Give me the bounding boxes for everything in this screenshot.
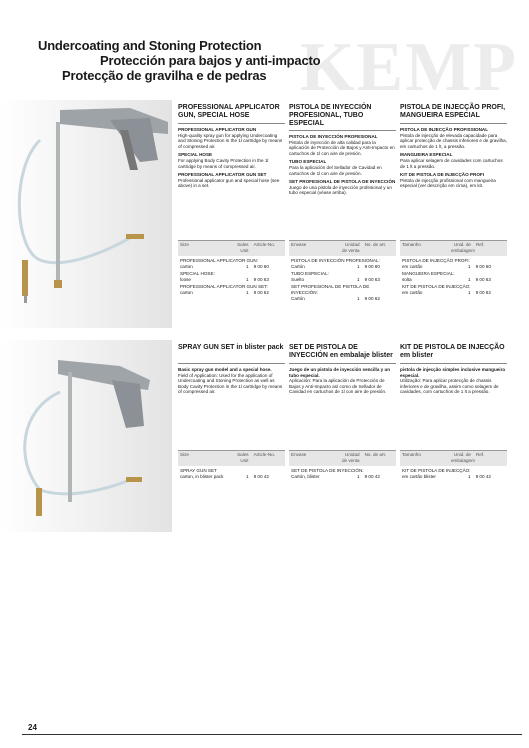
table-row	[178, 474, 285, 480]
order-table	[178, 450, 522, 479]
product-text: Field of Application: Used for the application of Undercoating and Stoning Protection as well as Body Cavity Protection in the 1l cartridge by means of compressed air.	[178, 372, 283, 395]
cell-article: 9 00 62	[475, 289, 491, 295]
header-article: Article-No.	[253, 242, 276, 247]
header-size: Size	[180, 452, 189, 457]
row-label: SPRAY GUN SET	[180, 468, 217, 473]
table-row	[400, 277, 507, 283]
row-label: SET DE PISTOLA DE INYECCIÓN:	[291, 468, 364, 473]
section-spray-gun-set	[178, 344, 522, 479]
product-summary: Juego de un pistola de inyección sencilla y un tubo especial.	[289, 367, 391, 378]
cell-article: 9 00 62	[364, 295, 380, 301]
title-portuguese: Protecção de gravilha e de pedras	[62, 68, 267, 83]
order-table-english	[178, 240, 285, 301]
column-heading: PISTOLA DE INYECCIÓN PROFESIONAL, TUBO ESPECIAL	[289, 104, 396, 131]
title-english: Undercoating and Stoning Protection	[38, 38, 262, 53]
professional-gun-photo	[0, 100, 172, 328]
cell-size: carton	[180, 289, 193, 295]
product-label: PROFESSIONAL APPLICATOR GUN SET	[178, 172, 267, 178]
cell-unit: 1	[468, 289, 471, 295]
title-spanish: Protección para bajos y anti-impacto	[100, 53, 321, 68]
row-label: TUBO ESPECIAL:	[291, 271, 329, 277]
header-article: No. de art.	[364, 242, 387, 247]
cell-size: Cartón, blister	[291, 473, 320, 479]
cell-unit: 1	[468, 473, 471, 479]
cell-article: 9 00 42	[475, 473, 491, 479]
header-size: Envase	[291, 242, 307, 247]
table-row	[289, 277, 396, 283]
column-portuguese	[400, 344, 507, 395]
header-unit: Unidad de venta	[341, 452, 360, 463]
table-row	[178, 290, 285, 296]
product-label: SPECIAL HOSE	[178, 152, 213, 158]
order-table-spanish	[289, 240, 396, 301]
product-text: High-quality spray gun for applying Undercoating and Stoning Protection in the 1l cartridge by means of compressed air.	[178, 132, 283, 149]
cell-article: 9 00 63	[475, 276, 491, 282]
product-label: MANGUEIRA ESPECIAL	[400, 152, 453, 158]
product-text: Pistola de injecção profissional com mangueira especial (ver descrição em cima), em kit.	[400, 177, 496, 189]
cell-unit: 1	[357, 473, 360, 479]
product-label: TUBO ESPECIAL	[289, 159, 327, 165]
spray-gun-set-photo	[0, 340, 172, 532]
header-size: Envase	[291, 452, 307, 457]
header-unit: Sales Unit	[237, 452, 249, 463]
cell-unit: 1	[246, 473, 249, 479]
header-unit: Sales Unit	[237, 242, 249, 253]
section-professional-gun	[178, 104, 522, 301]
product-label: PISTOLA DE INJECÇÃO PROFISSIONAL	[400, 127, 489, 132]
row-label: SET PROFESIONAL DE PISTOLA DE INYECCIÓN:	[291, 284, 370, 295]
product-text: Aplicación: Para la aplicación de Protección de Bajos y Anti-Impacto así como de Sellador de Cavidad en cartuchos de 1l con aire de presión.	[289, 378, 387, 395]
table-header	[400, 240, 507, 256]
footer-divider	[22, 734, 522, 735]
product-label: PISTOLA DE INYECCIÓN PROFESIONAL	[289, 134, 378, 139]
cell-unit: 1	[357, 263, 360, 269]
cell-article: 9 00 60	[475, 263, 491, 269]
product-summary: pistola de injecção simples inclusive mangueira especial.	[400, 367, 505, 378]
column-heading: SPRAY GUN SET in blister pack	[178, 344, 285, 364]
cell-article: 9 00 60	[253, 263, 269, 269]
table-row	[400, 264, 507, 270]
cell-article: 9 00 42	[253, 473, 269, 479]
order-table-english	[178, 450, 285, 479]
product-text: Professional applicator gun and special hose (see above) in a set.	[178, 177, 280, 189]
header-size: Tamanho	[402, 242, 421, 247]
brand-watermark: KEMP	[300, 29, 518, 106]
column-english	[178, 344, 285, 395]
order-table-spanish	[289, 450, 396, 479]
product-text: Para la aplicación del Sellador de Cavidad en cartuchos de 1l con aire de presión.	[289, 164, 382, 176]
table-row	[178, 264, 285, 270]
cell-unit: 1	[468, 276, 471, 282]
table-header	[178, 240, 285, 256]
column-heading: KIT DE PISTOLA DE INJECÇÃO em blister	[400, 344, 507, 364]
cell-size: em cartão blister	[402, 473, 436, 479]
header-unit: Unidad de venta	[341, 242, 360, 253]
product-text: Utilização: Para aplicar protecção de chassis inferiores e de gravilha, assim como selagem de cavidades, com cartuchos de 1 lt a pressão.	[400, 378, 499, 395]
product-label: KIT DE PISTOLA DE INJECÇÃO PROFI	[400, 172, 484, 178]
product-text: Juego de una pistola de inyección profesional y un tubo especial (véase arriba).	[289, 184, 392, 196]
column-heading: PISTOLA DE INJECÇÃO PROFI, MANGUEIRA ESPECIAL	[400, 104, 507, 124]
order-table-portuguese	[400, 240, 507, 301]
header-article: Ref.	[475, 242, 485, 247]
cell-size: carton	[180, 263, 193, 269]
header-unit: Unid. de embalagem	[450, 452, 475, 463]
cell-article: 9 00 63	[364, 276, 380, 282]
cell-size: Cartón	[291, 295, 305, 301]
row-label: PISTOLA DE INJECÇÃO PROFI:	[402, 258, 470, 263]
order-table	[178, 240, 522, 301]
header-article: Article-No.	[253, 452, 276, 457]
row-label: PROFESSIONAL APPLICATOR GUN:	[180, 258, 259, 263]
header-article: No. de art.	[364, 452, 387, 457]
table-row	[178, 277, 285, 283]
column-spanish	[289, 344, 396, 395]
cell-unit: 1	[357, 295, 360, 301]
cell-unit: 1	[246, 276, 249, 282]
product-text: Pistola de inyección de alta calidad para la aplicación de Protección de Bajos y Anti-Impacto en cartuchos de 1l con aire de presión.	[289, 139, 395, 156]
cell-article: 9 00 60	[364, 263, 380, 269]
column-heading: PROFESSIONAL APPLICATOR GUN, SPECIAL HOSE	[178, 104, 285, 124]
cell-article: 9 00 63	[253, 276, 269, 282]
product-label: SET PROFESIONAL DE PISTOLA DE INYECCIÓN	[289, 179, 396, 185]
table-row	[400, 290, 507, 296]
cell-article: 9 00 42	[364, 473, 380, 479]
cell-size: em cartão	[402, 289, 423, 295]
table-row	[289, 474, 396, 480]
table-row	[289, 296, 396, 302]
cell-size: Suelto	[291, 276, 305, 282]
table-header	[178, 450, 285, 466]
table-row	[400, 474, 507, 480]
column-portuguese	[400, 104, 507, 196]
row-label: MANGUEIRA ESPECIAL:	[402, 271, 455, 277]
cell-unit: 1	[246, 263, 249, 269]
cell-size: carton, in blister pack	[180, 473, 224, 479]
row-label: KIT DE PISTOLA DE INJECÇÃO:	[402, 468, 471, 473]
header-size: Size	[180, 242, 189, 247]
table-header	[400, 450, 507, 466]
cell-unit: 1	[357, 276, 360, 282]
table-row	[289, 264, 396, 270]
header-article: Ref.	[475, 452, 485, 457]
table-header	[289, 450, 396, 466]
page-number: 24	[28, 723, 37, 732]
product-label: PROFESSIONAL APPLICATOR GUN	[178, 127, 257, 132]
product-summary: Basic spray gun model and a special hose.	[178, 367, 272, 372]
row-label: KIT DE PISTOLA DE INJECÇÃO:	[402, 284, 471, 290]
cell-size: Cartón	[291, 263, 305, 269]
column-english	[178, 104, 285, 196]
column-heading: SET DE PISTOLA DE INYECCIÓN en embalaje blister	[289, 344, 396, 364]
product-text: Para aplicar selagem de cavidades com cartuchos de 1 lt a pressão.	[400, 157, 503, 169]
cell-size: em cartão	[402, 263, 423, 269]
product-text: Pistola de injecção de elevada capacidade para aplicar protecção de chassis inferiores e de gravilha, em cartuchos de 1 lt, a pressão.	[400, 132, 507, 149]
row-label: PISTOLA DE INYECCIÓN PROFESIONAL:	[291, 258, 380, 263]
order-table-portuguese	[400, 450, 507, 479]
row-label: SPECIAL HOSE:	[180, 271, 215, 277]
product-text: For applying Body Cavity Protection in the 1l cartridge by means of compressed air.	[178, 157, 269, 169]
row-label: PROFESSIONAL APPLICATOR GUN SET:	[180, 284, 268, 290]
column-spanish	[289, 104, 396, 196]
cell-unit: 1	[246, 289, 249, 295]
cell-unit: 1	[468, 263, 471, 269]
header-size: Tamanho	[402, 452, 421, 457]
header-unit: Unid. de embalagem	[450, 242, 475, 253]
table-header	[289, 240, 396, 256]
cell-size: solta	[402, 276, 412, 282]
page-titles	[38, 38, 320, 83]
cell-size: loose	[180, 276, 191, 282]
cell-article: 9 00 62	[253, 289, 269, 295]
